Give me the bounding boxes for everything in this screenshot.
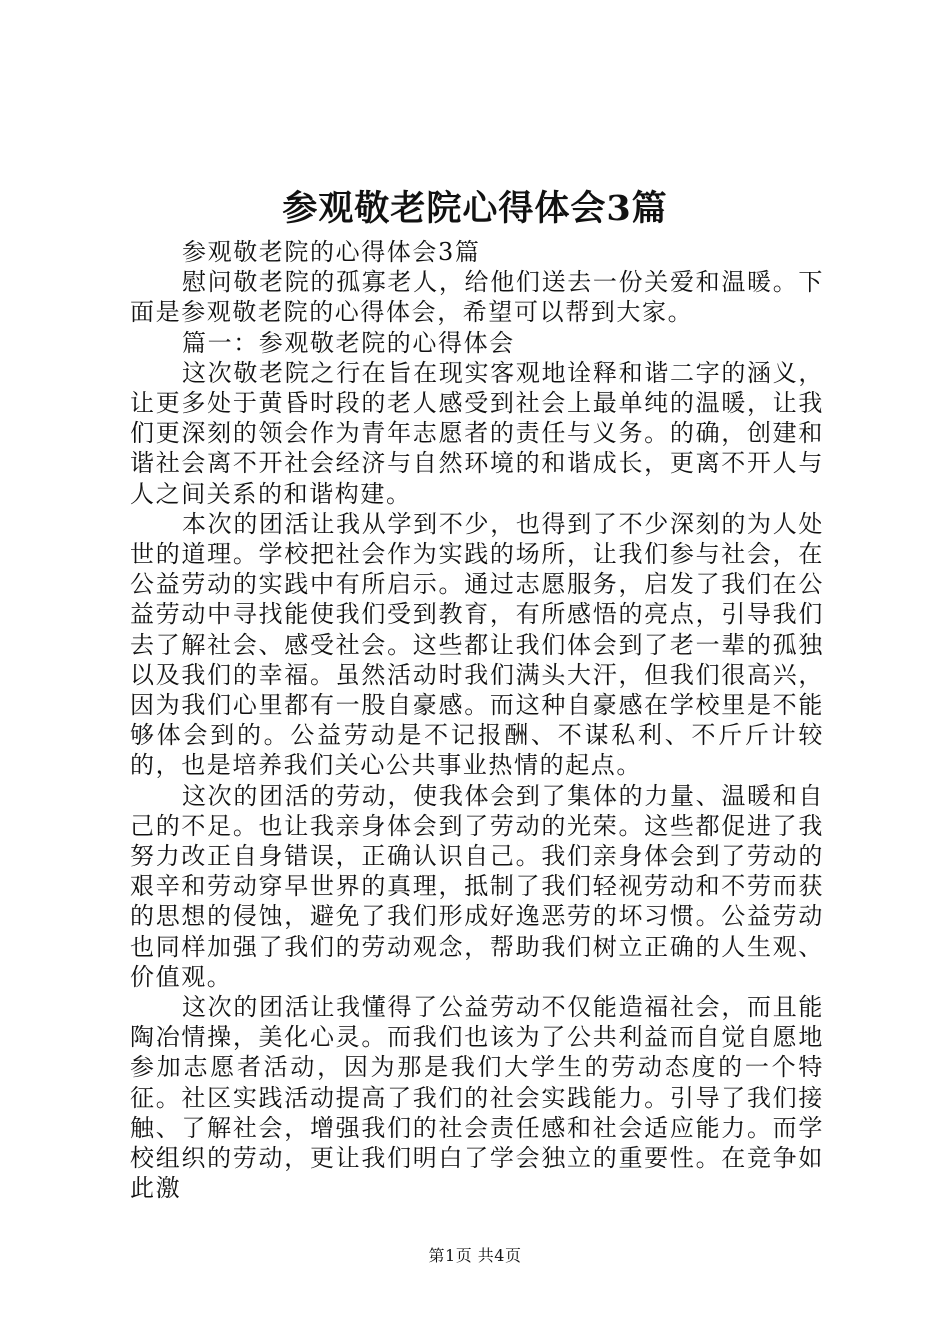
body-paragraph: 这次的团活让我懂得了公益劳动不仅能造福社会，而且能陶冶情操，美化心灵。而我们也该为了公共利益而自觉自愿地参加志愿者活动，因为那是我们大学生的劳动态度的一个特征。社区实践活动提高了我们的社会实践能力。引导了我们接触、了解社会，增强我们的社会责任感和社会适应能力。而学校组织的劳动，更让我们明白了学会独立的重要性。在竞争如此激 xyxy=(130,993,824,1203)
subtitle-paragraph: 参观敬老院的心得体会3篇 xyxy=(182,238,481,266)
document-body xyxy=(130,237,824,1204)
intro-paragraph: 慰问敬老院的孤寡老人，给他们送去一份关爱和温暖。下面是参观敬老院的心得体会，希望可以帮到大家。 xyxy=(130,268,824,327)
body-paragraph: 本次的团活让我从学到不少，也得到了不少深刻的为人处世的道理。学校把社会作为实践的场所，让我们参与社会，在公益劳动的实践中有所启示。通过志愿服务，启发了我们在公益劳动中寻找能使我们受到教育，有所感悟的亮点，引导我们去了解社会、感受社会。这些都让我们体会到了老一辈的孤独以及我们的幸福。虽然活动时我们满头大汗，但我们很高兴，因为我们心里都有一股自豪感。而这种自豪感在学校里是不能够体会到的。公益劳动是不记报酬、不谋私利、不斤斤计较的，也是培养我们关心公共事业热情的起点。 xyxy=(130,509,824,780)
body-paragraph: 这次敬老院之行在旨在现实客观地诠释和谐二字的涵义，让更多处于黄昏时段的老人感受到社会上最单纯的温暖，让我们更深刻的领会作为青年志愿者的责任与义务。的确，创建和谐社会离不开社会经济与自然环境的和谐成长，更离不开人与人之间关系的和谐构建。 xyxy=(130,358,824,508)
document-title: 参观敬老院心得体会3篇 xyxy=(282,188,668,229)
section-heading: 篇一：参观敬老院的心得体会 xyxy=(182,328,515,357)
body-paragraph: 这次的团活的劳动，使我体会到了集体的力量、温暖和自己的不足。也让我亲身体会到了劳动的光荣。这些都促进了我努力改正自身错误，正确认识自己。我们亲身体会到了劳动的艰辛和劳动穿早世界的真理，抵制了我们轻视劳动和不劳而获的思想的侵蚀，避免了我们形成好逸恶劳的坏习惯。公益劳动也同样加强了我们的劳动观念，帮助我们树立正确的人生观、价值观。 xyxy=(130,781,824,991)
page-number-footer: 第1页 共4页 xyxy=(428,1246,522,1265)
